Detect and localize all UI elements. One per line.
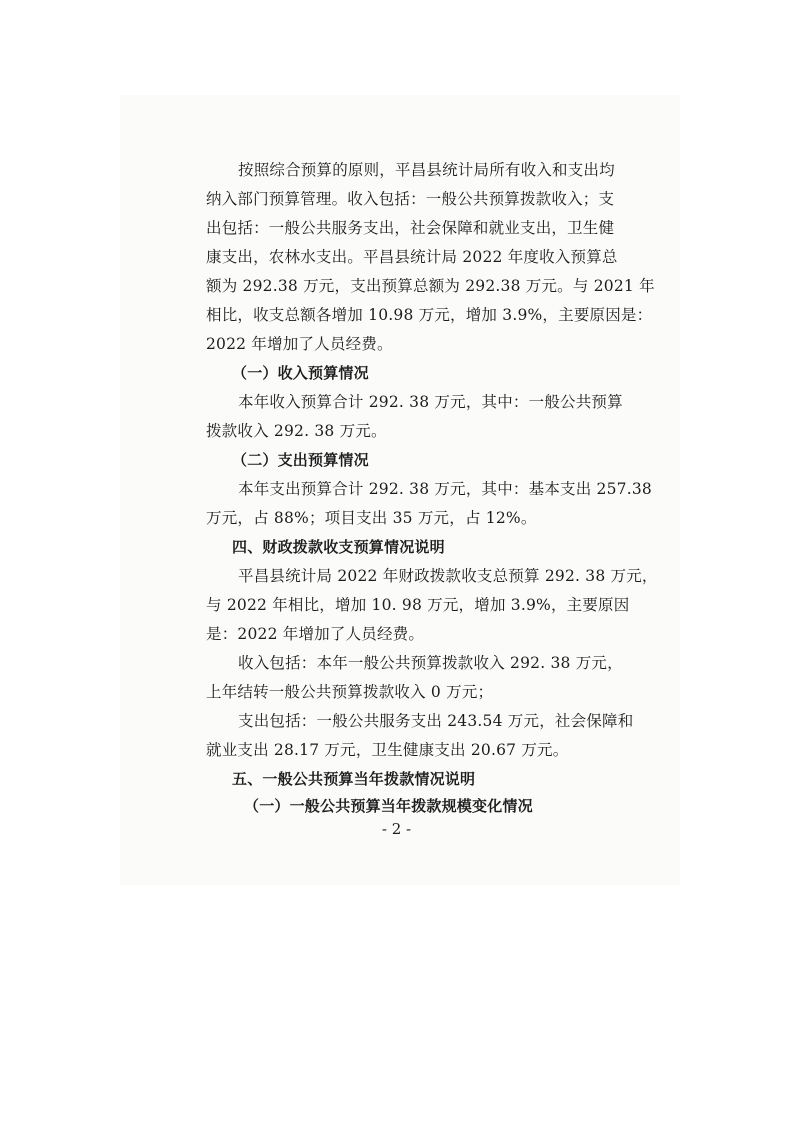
section-heading-expenditure: （二）支出预算情况	[232, 451, 369, 469]
paragraph-line: 收入包括：本年一般公共预算拨款收入 292. 38 万元，	[238, 654, 623, 672]
paragraph-line: 康支出，农林水支出。平昌县统计局 2022 年度收入预算总	[206, 248, 618, 266]
paragraph-line: 上年结转一般公共预算拨款收入 0 万元；	[206, 683, 494, 701]
paragraph-line: 万元，占 88%；项目支出 35 万元，占 12%。	[206, 509, 537, 527]
section-heading-income: （一）收入预算情况	[232, 364, 369, 382]
paragraph-line: 相比，收支总额各增加 10.98 万元，增加 3.9%，主要原因是：	[206, 306, 653, 324]
paragraph-line: 与 2022 年相比，增加 10. 98 万元，增加 3.9%，主要原因	[206, 596, 630, 614]
subsection-heading-scale-change: （一）一般公共预算当年拨款规模变化情况	[244, 797, 533, 815]
section-heading-general-budget: 五、一般公共预算当年拨款情况说明	[232, 770, 476, 788]
paragraph-line: 支出包括：一般公共服务支出 243.54 万元，社会保障和	[238, 712, 634, 730]
paragraph-line: 纳入部门预算管理。收入包括：一般公共预算拨款收入；支	[206, 190, 615, 208]
paragraph-line: 2022 年增加了人员经费。	[206, 335, 393, 353]
paragraph-line: 本年收入预算合计 292. 38 万元，其中：一般公共预算	[238, 393, 623, 411]
paragraph-line: 平昌县统计局 2022 年财政拨款收支总预算 292. 38 万元，	[238, 567, 658, 585]
page-number: - 2 -	[381, 820, 412, 838]
paragraph-line: 额为 292.38 万元，支出预算总额为 292.38 万元。与 2021 年	[206, 277, 655, 295]
section-heading-fiscal: 四、财政拨款收支预算情况说明	[232, 538, 445, 556]
paragraph-line: 出包括：一般公共服务支出，社会保障和就业支出，卫生健	[206, 219, 615, 237]
paragraph-line: 本年支出预算合计 292. 38 万元，其中：基本支出 257.38	[238, 480, 652, 498]
paragraph-line: 就业支出 28.17 万元，卫生健康支出 20.67 万元。	[206, 741, 569, 759]
paragraph-line: 拨款收入 292. 38 万元。	[206, 422, 387, 440]
paragraph-line: 是：2022 年增加了人员经费。	[206, 625, 425, 643]
paragraph-line: 按照综合预算的原则，平昌县统计局所有收入和支出均	[238, 161, 615, 179]
